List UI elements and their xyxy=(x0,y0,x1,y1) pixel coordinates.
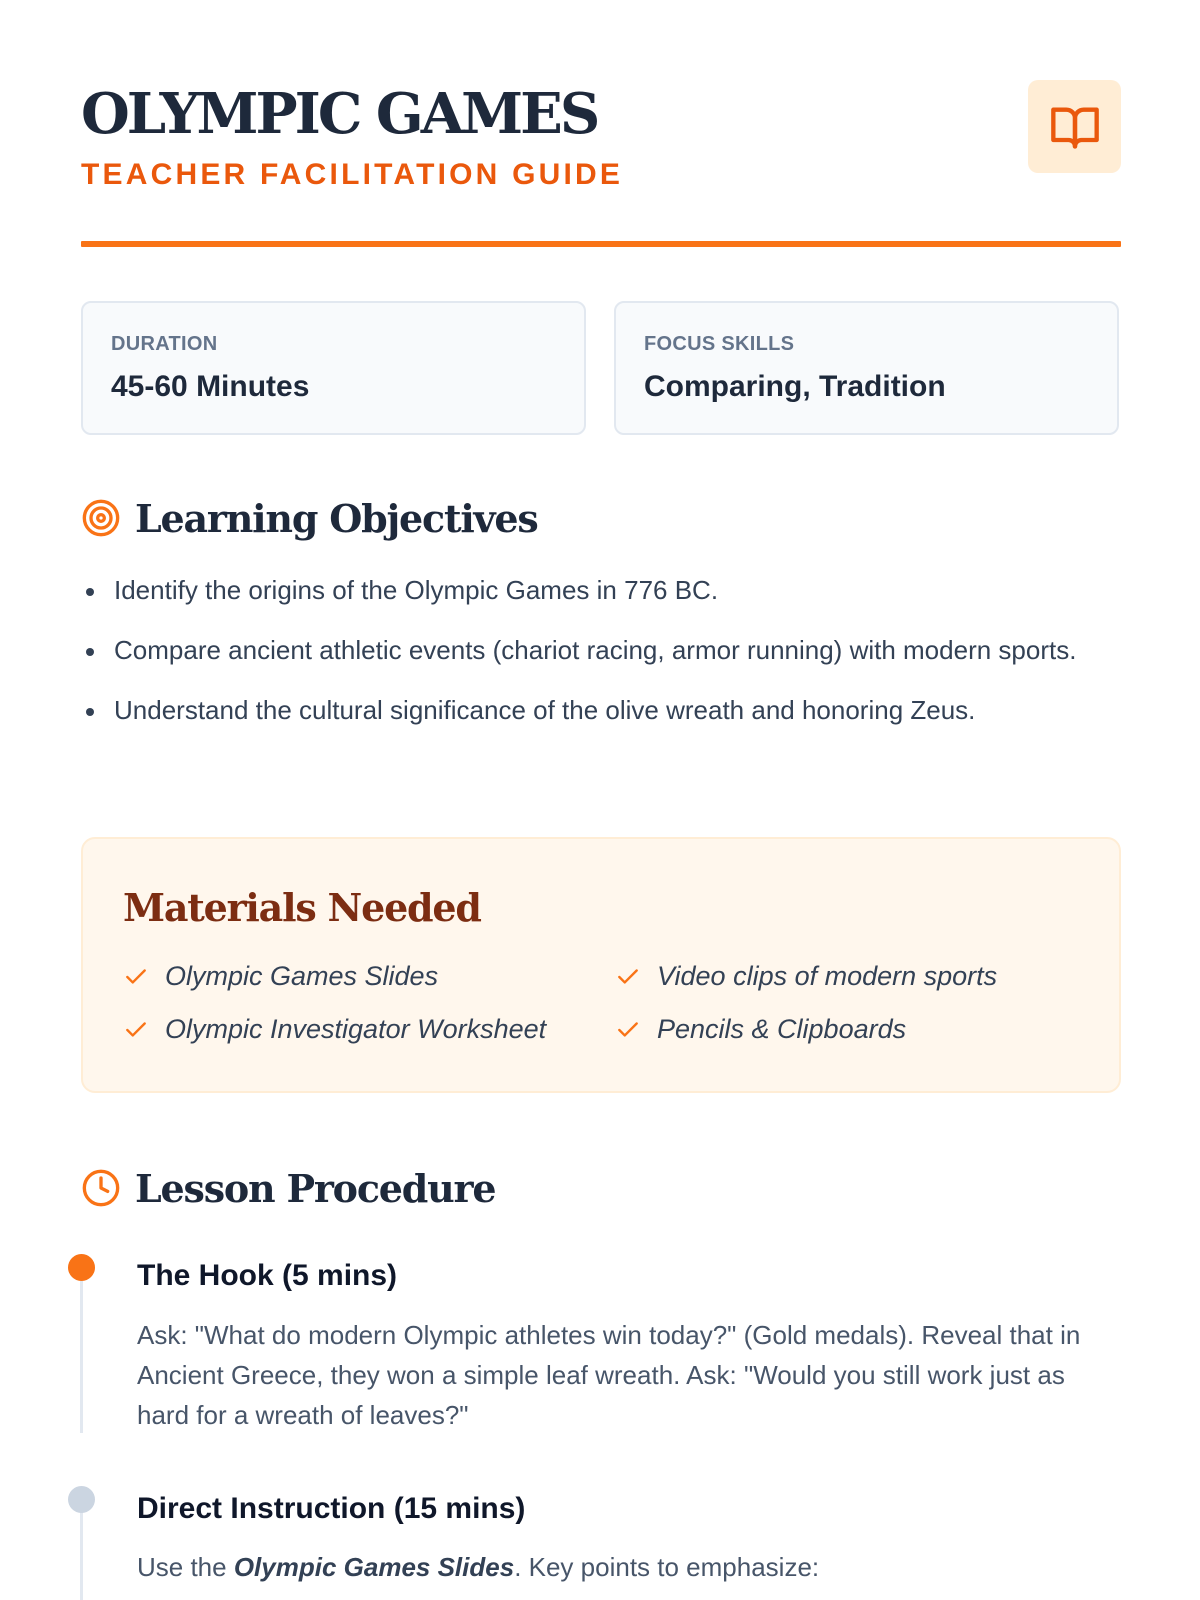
check-icon xyxy=(615,1017,641,1043)
step-body: Ask: "What do modern Olympic athletes win today?" (Gold medals). Reveal that in Ancient Greece, they won a simple leaf wreath. Ask: "Would you still work just as hard for a wreath of leaves?" xyxy=(137,1320,1081,1430)
page-subtitle: TEACHER FACILITATION GUIDE xyxy=(81,158,624,191)
step-body-text: . Key points to emphasize: xyxy=(514,1552,820,1582)
clock-icon xyxy=(81,1168,121,1208)
timeline-line xyxy=(80,1500,83,1600)
step-body-text: Use the xyxy=(137,1552,234,1582)
materials-item-label: Olympic Investigator Worksheet xyxy=(165,1014,547,1044)
list-item: Compare ancient athletic events (chariot racing, armor running) with modern sports. xyxy=(81,630,1121,670)
materials-item xyxy=(615,1014,906,1045)
book-button[interactable] xyxy=(1028,80,1121,173)
duration-label: DURATION xyxy=(111,333,218,355)
duration-card xyxy=(81,301,586,435)
check-icon xyxy=(123,1017,149,1043)
materials-item-label: Pencils & Clipboards xyxy=(657,1014,907,1044)
focus-skills-label: FOCUS SKILLS xyxy=(644,333,795,355)
materials-item-label: Video clips of modern sports xyxy=(657,961,998,991)
page-header xyxy=(81,80,1121,245)
timeline-dot xyxy=(68,1486,95,1513)
duration-value: 45-60 Minutes xyxy=(111,370,310,403)
procedure-heading xyxy=(81,1163,495,1213)
materials-item xyxy=(123,961,438,992)
focus-skills-value: Comparing, Tradition xyxy=(644,370,946,403)
list-item: Identify the origins of the Olympic Games in 776 BC. xyxy=(81,570,1121,610)
book-open-icon xyxy=(1049,101,1101,153)
step-body-emphasis: Olympic Games Slides xyxy=(233,1552,515,1582)
objectives-list xyxy=(81,570,1121,750)
timeline-line xyxy=(80,1268,83,1433)
procedure-title: Lesson Procedure xyxy=(135,1165,496,1211)
materials-item-label: Olympic Games Slides xyxy=(165,961,439,991)
step-title: The Hook (5 mins) xyxy=(137,1259,398,1292)
objectives-heading xyxy=(81,493,538,543)
step-body xyxy=(137,1547,1097,1587)
objectives-title: Learning Objectives xyxy=(135,495,538,541)
materials-title: Materials Needed xyxy=(123,885,481,930)
materials-item xyxy=(123,1014,546,1045)
check-icon xyxy=(615,964,641,990)
target-icon xyxy=(81,498,121,538)
step-title: Direct Instruction (15 mins) xyxy=(137,1492,526,1525)
materials-item xyxy=(615,961,997,992)
focus-skills-card xyxy=(614,301,1119,435)
page-title: OLYMPIC GAMES xyxy=(81,81,598,147)
list-item: Understand the cultural significance of the olive wreath and honoring Zeus. xyxy=(81,690,1121,730)
timeline-dot-active xyxy=(68,1254,95,1281)
check-icon xyxy=(123,964,149,990)
materials-panel xyxy=(81,837,1121,1093)
header-divider xyxy=(81,241,1121,247)
